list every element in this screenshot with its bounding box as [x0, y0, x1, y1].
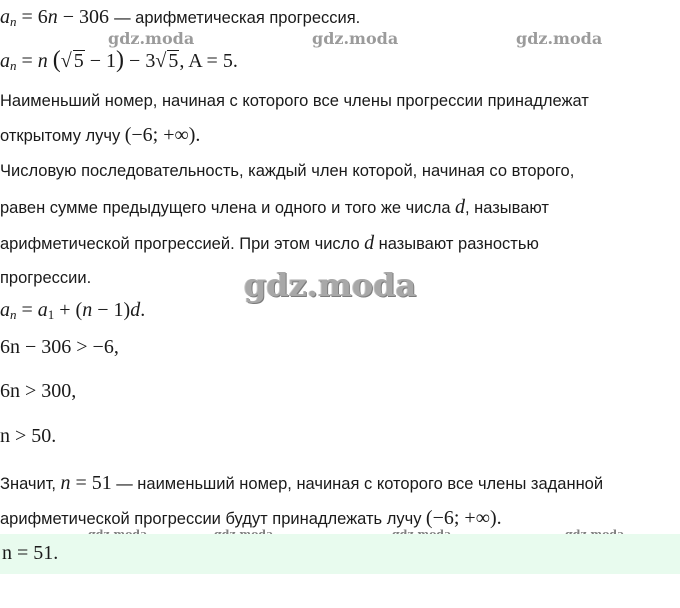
definition-text-1: Числовую последовательность, каждый член которой, начиная со второго, — [0, 162, 575, 180]
definition-text-4: прогрессии. — [0, 269, 92, 287]
definition-text-2: равен сумме предыдущего члена и одного и того же числа d, называют — [0, 196, 549, 218]
formula-line: $a_n = n$ (√ 5 − 1) − 3√ 5, A = 5. — [0, 47, 238, 73]
general-formula: $a_n = a_1 + (n - 1)d$. — [0, 299, 146, 322]
task-text-2: открытому лучу (−6; +∞). — [0, 124, 201, 146]
progression-label: — арифметическая прогрессия. — [114, 9, 361, 27]
conclusion-text-2: арифметической прогрессии будут принадлежать лучу (−6; +∞). — [0, 507, 502, 529]
watermark: gdz.moda — [516, 29, 603, 48]
inequality-2: 6n > 300, — [0, 380, 77, 402]
answer-box — [0, 534, 680, 574]
answer: n = 51. — [2, 542, 59, 564]
watermark: gdz.moda — [312, 29, 399, 48]
definition-text-3: арифметической прогрессией. При этом число d называют разностью — [0, 232, 539, 254]
a-value: A = 5. — [188, 50, 238, 72]
inequality-3: n > 50. — [0, 425, 57, 447]
inequality-1: 6n − 306 > −6, — [0, 336, 119, 358]
conclusion-text-1: Значит, n = 51 — наименьший номер, начиная с которого все члены заданной — [0, 472, 604, 494]
watermark: gdz.moda — [108, 29, 195, 48]
task-text-1: Наименьший номер, начиная с которого все члены прогрессии принадлежат — [0, 92, 589, 110]
interval: (−6; +∞). — [124, 124, 201, 146]
watermark-large: gdz.moda — [244, 266, 417, 304]
progression-definition-line: $a_n = 6n - 306$ — арифметическая прогрессия. — [0, 6, 361, 29]
